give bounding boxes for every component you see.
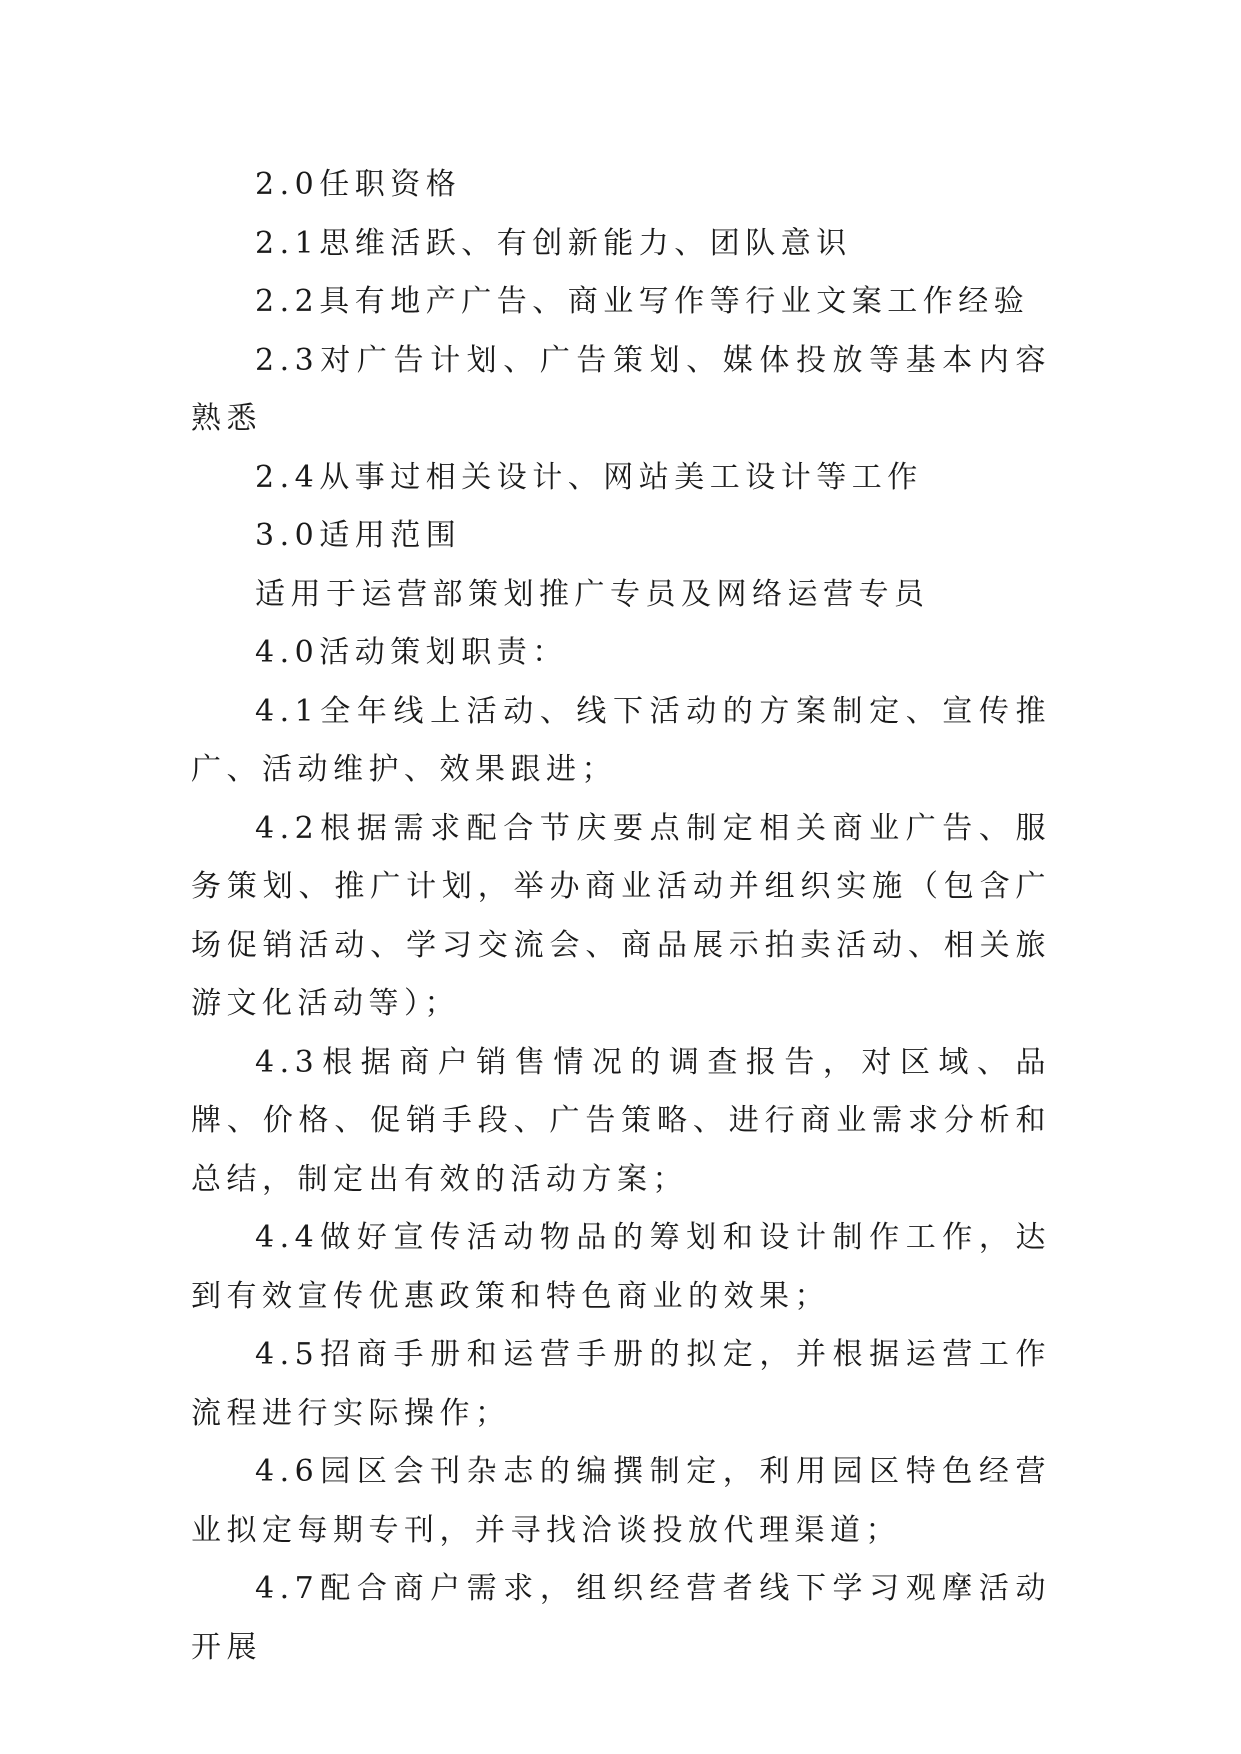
list-item: 4.1全年线上活动、线下活动的方案制定、宣传推广、活动维护、效果跟进； bbox=[191, 693, 1051, 787]
section-heading-qualifications: 2.0任职资格 bbox=[255, 167, 462, 202]
list-item: 2.1思维活跃、有创新能力、团队意识 bbox=[255, 225, 852, 261]
section-heading-scope: 3.0适用范围 bbox=[255, 518, 462, 553]
list-item: 4.7配合商户需求，组织经营者线下学习观摩活动开展 bbox=[191, 1571, 1051, 1665]
list-item: 4.4做好宣传活动物品的筹划和设计制作工作，达到有效宣传优惠政策和特色商业的效果； bbox=[191, 1220, 1051, 1314]
list-item: 2.2具有地产广告、商业写作等行业文案工作经验 bbox=[255, 284, 1030, 319]
list-item: 4.5招商手册和运营手册的拟定，并根据运营工作流程进行实际操作； bbox=[191, 1337, 1051, 1431]
section-heading-duties: 4.0活动策划职责： bbox=[255, 635, 568, 670]
list-item: 4.2根据需求配合节庆要点制定相关商业广告、服务策划、推广计划，举办商业活动并组织实施（包含广场促销活动、学习交流会、商品展示拍卖活动、相关旅游文化活动等）； bbox=[191, 810, 1051, 1021]
list-item: 2.4从事过相关设计、网站美工设计等工作 bbox=[255, 459, 923, 495]
scope-text: 适用于运营部策划推广专员及网络运营专员 bbox=[255, 576, 930, 612]
list-item: 4.3根据商户销售情况的调查报告，对区域、品牌、价格、促销手段、广告策略、进行商业需求分析和总结，制定出有效的活动方案； bbox=[191, 1044, 1051, 1197]
list-item: 4.6园区会刊杂志的编撰制定，利用园区特色经营业拟定每期专刊，并寻找洽谈投放代理渠道； bbox=[191, 1454, 1051, 1548]
list-item: 2.3对广告计划、广告策划、媒体投放等基本内容熟悉 bbox=[191, 342, 1051, 436]
document-body bbox=[191, 156, 1051, 1677]
